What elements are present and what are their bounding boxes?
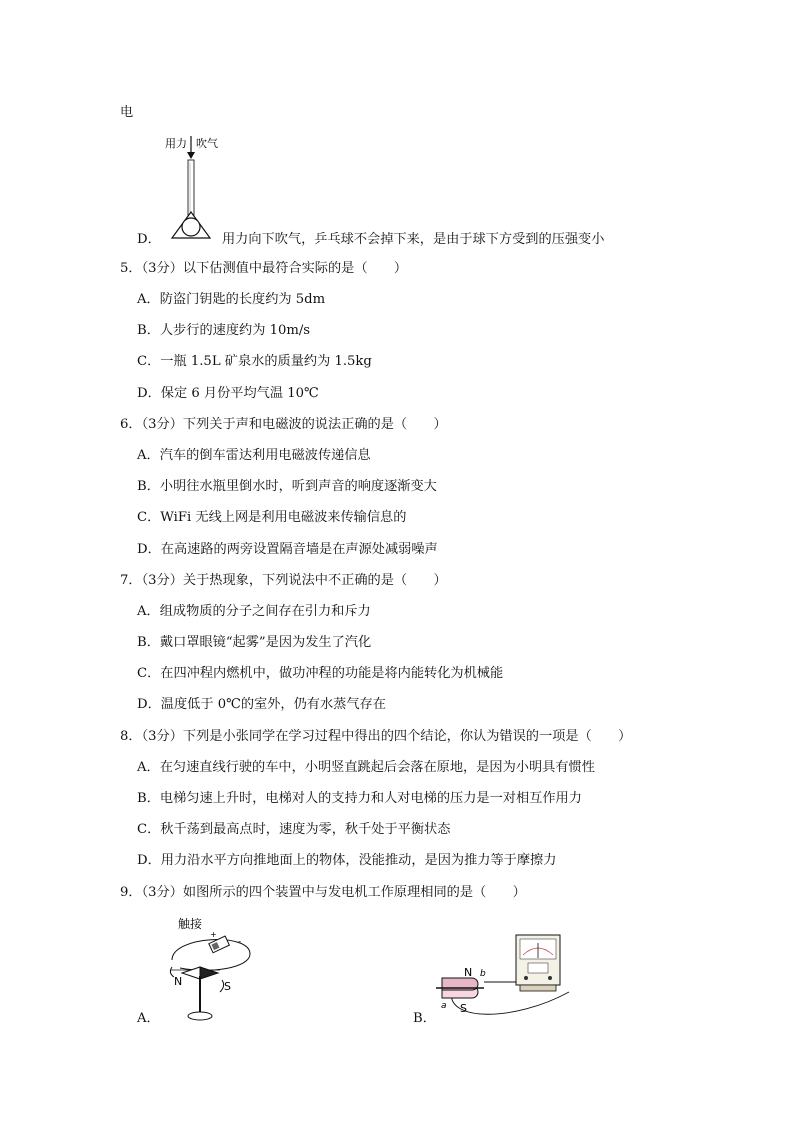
- stand-base: [188, 1012, 212, 1020]
- question-8-option-a: A．在匀速直线行驶的车中，小明竖直跳起后会落在原地，是因为小明具有惯性: [137, 760, 595, 775]
- question-7-option-d: D．温度低于 0℃的室外，仍有水蒸气存在: [137, 697, 386, 712]
- label-b: b: [480, 969, 486, 979]
- galvanometer-base: [520, 985, 556, 991]
- question-7-option-b: B．戴口罩眼镜“起雾”是因为发生了汽化: [137, 635, 372, 650]
- q4-option-d-letter: D．: [137, 232, 161, 247]
- question-6-stem: 6．（3分）下列关于声和电磁波的说法正确的是（ ）: [120, 417, 447, 432]
- label-s: S: [224, 980, 231, 993]
- question-9-stem: 9．（3分）如图所示的四个装置中与发电机工作原理相同的是（ ）: [120, 885, 526, 900]
- label-n: N: [174, 975, 183, 988]
- question-5-option-d: D．保定 6 月份平均气温 10℃: [137, 386, 319, 401]
- label-chuiqi: 吹气: [196, 137, 218, 150]
- question-6-option-c: C．WiFi 无线上网是利用电磁波来传输信息的: [137, 510, 407, 525]
- question-7-option-a: A．组成物质的分子之间存在引力和斥力: [137, 604, 371, 619]
- question-8-option-d: D．用力沿水平方向推地面上的物体，没能推动，是因为推力等于摩擦力: [137, 853, 557, 868]
- needle-south: [200, 967, 218, 979]
- question-6-option-d: D．在高速路的两旁设置隔音墙是在声源处减弱噪声: [137, 542, 438, 557]
- figure-blow-tube: [160, 132, 250, 247]
- tube: [188, 160, 194, 215]
- ping-pong-ball: [182, 218, 200, 236]
- question-5-option-a: A．防盗门钥匙的长度约为 5dm: [137, 292, 326, 307]
- figure-a-letter: A．: [137, 1011, 160, 1026]
- terminal-left: [524, 976, 528, 980]
- question-5-option-b: B．人步行的速度约为 10m/s: [137, 323, 311, 338]
- q4-option-d-text: 用力向下吹气，乒乓球不会掉下来，是由于球下方受到的压强变小: [222, 232, 605, 247]
- label-plus: +: [210, 930, 217, 939]
- figure-a-oersted: [160, 910, 270, 1025]
- question-7-option-c: C．在四冲程内燃机中，做功冲程的功能是将内能转化为机械能: [137, 666, 504, 681]
- question-8-option-c: C．秋千荡到最高点时，速度为零，秋千处于平衡状态: [137, 822, 451, 837]
- galvanometer-label-panel: [528, 963, 548, 973]
- question-5-stem: 5．（3分）以下估测值中最符合实际的是（ ）: [120, 261, 408, 276]
- label-minus: -: [238, 937, 242, 947]
- figure-b-letter: B．: [413, 1011, 436, 1026]
- continued-text-fragment: 电: [120, 105, 134, 120]
- question-7-stem: 7．（3分）关于热现象，下列说法中不正确的是（ ）: [120, 573, 447, 588]
- arrow-head: [187, 152, 195, 159]
- label-n: N: [464, 966, 473, 979]
- label-touch: 触接: [178, 917, 203, 931]
- question-8-stem: 8．（3分）下列是小张同学在学习过程中得出的四个结论，你认为错误的一项是（ ）: [120, 729, 632, 744]
- figure-b-induction: [434, 930, 579, 1025]
- question-8-option-b: B．电梯匀速上升时，电梯对人的支持力和人对电梯的压力是一对相互作用力: [137, 791, 582, 806]
- label-yongli: 用力: [165, 137, 187, 150]
- question-5-option-c: C．一瓶 1.5L 矿泉水的质量约为 1.5kg: [137, 354, 372, 369]
- label-s: S: [460, 1002, 467, 1015]
- question-6-option-a: A．汽车的倒车雷达利用电磁波传递信息: [137, 448, 371, 463]
- question-6-option-b: B．小明往水瓶里倒水时，听到声音的响度逐渐变大: [137, 479, 437, 494]
- terminal-right: [548, 976, 552, 980]
- label-a: a: [441, 1001, 447, 1011]
